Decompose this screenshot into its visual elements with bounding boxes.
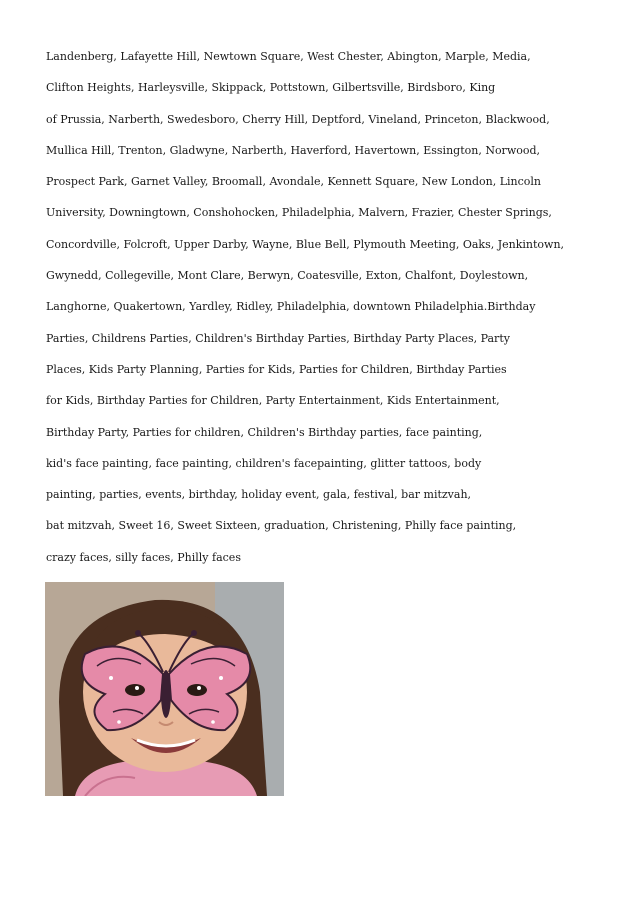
text-line: Mullica Hill, Trenton, Gladwyne, Narberth, Haverford, Havertown, Essington, Norwood, <box>46 143 541 157</box>
text-line: Prospect Park, Garnet Valley, Broomall, Avondale, Kennett Square, New London, Lincoln <box>46 175 542 189</box>
text-line: Gwynedd, Collegeville, Mont Clare, Berwyn, Coatesville, Exton, Chalfont, Doylestown, <box>46 269 529 283</box>
text-line: Parties, Childrens Parties, Children's Birthday Parties, Birthday Party Places, Party <box>46 331 510 345</box>
text-line: of Prussia, Narberth, Swedesboro, Cherry Hill, Deptford, Vineland, Princeton, Blackwood, <box>46 112 550 126</box>
text-line: Concordville, Folcroft, Upper Darby, Wayne, Blue Bell, Plymouth Meeting, Oaks, Jenkintown, <box>46 237 565 251</box>
butterfly-body <box>161 670 171 718</box>
text-line: kid's face painting, face painting, children's facepainting, glitter tattoos, body <box>46 456 482 470</box>
text-line: painting, parties, events, birthday, holiday event, gala, festival, bar mitzvah, <box>46 488 472 502</box>
face-painting-photo <box>45 582 284 796</box>
text-line: Clifton Heights, Harleysville, Skippack, Pottstown, Gilbertsville, Birdsboro, King <box>46 81 496 95</box>
text-line: bat mitzvah, Sweet 16, Sweet Sixteen, graduation, Christening, Philly face painting, <box>46 519 517 533</box>
text-line: Places, Kids Party Planning, Parties for Kids, Parties for Children, Birthday Parties <box>46 362 507 376</box>
text-line: Birthday Party, Parties for children, Children's Birthday parties, face painting, <box>46 425 483 439</box>
text-line: Langhorne, Quakertown, Yardley, Ridley, Philadelphia, downtown Philadelphia.Birthday <box>46 300 536 314</box>
text-line: for Kids, Birthday Parties for Children, Party Entertainment, Kids Entertainment, <box>46 394 500 408</box>
text-line: University, Downingtown, Conshohocken, Philadelphia, Malvern, Frazier, Chester Springs, <box>46 206 552 220</box>
body-text <box>46 47 606 579</box>
text-line: Landenberg, Lafayette Hill, Newtown Square, West Chester, Abington, Marple, Media, <box>46 50 531 63</box>
child-butterfly-face-paint-icon <box>45 582 284 796</box>
text-line: crazy faces, silly faces, Philly faces <box>46 550 241 564</box>
